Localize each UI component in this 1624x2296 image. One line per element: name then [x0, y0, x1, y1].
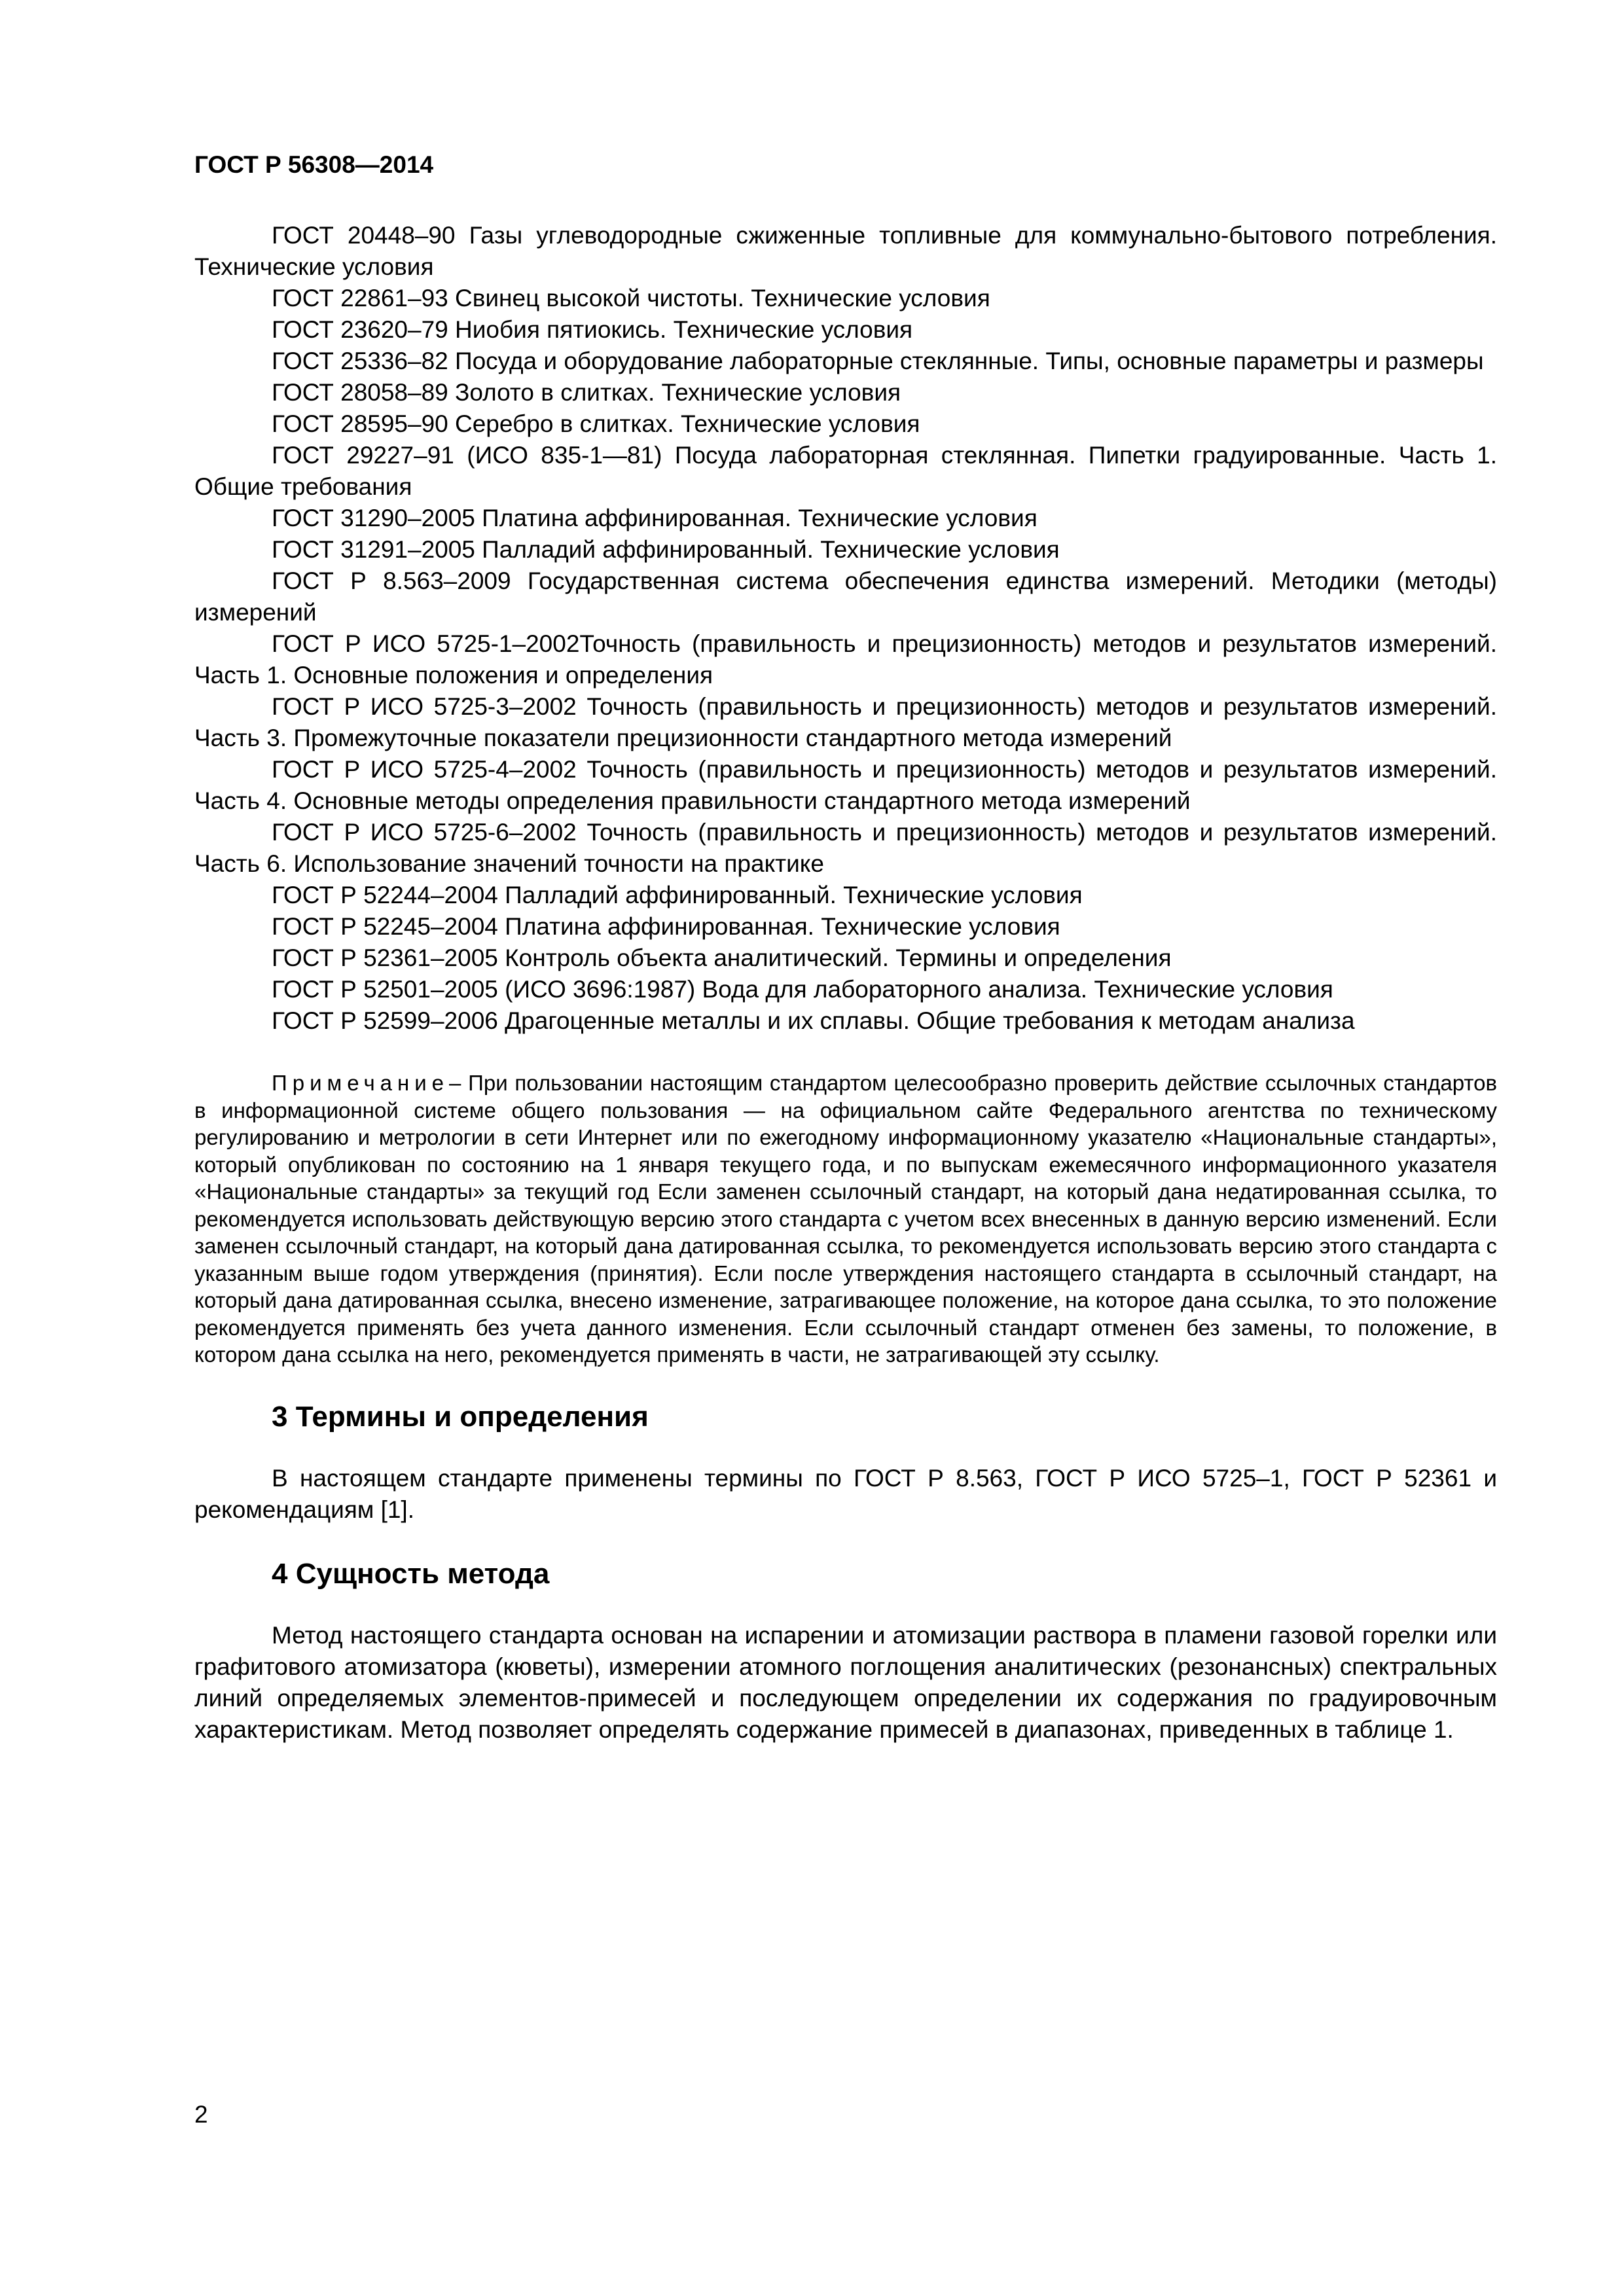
reference-item: ГОСТ Р ИСО 5725-4–2002 Точность (правильность и прецизионность) методов и результатов измерений. Часть 4. Основные методы определения правильности стандартного метода измерений [194, 756, 1497, 814]
reference-item: ГОСТ Р 52244–2004 Палладий аффинированный. Технические условия [272, 882, 1083, 908]
reference-item: ГОСТ Р 52361–2005 Контроль объекта аналитический. Термины и определения [272, 944, 1172, 971]
references-list [194, 220, 1497, 1037]
reference-item: ГОСТ 28595–90 Серебро в слитках. Технические условия [272, 410, 920, 437]
note-paragraph [194, 1069, 1497, 1369]
reference-item: ГОСТ Р 52501–2005 (ИСО 3696:1987) Вода для лабораторного анализа. Технические условия [272, 976, 1333, 1003]
reference-item: ГОСТ 25336–82 Посуда и оборудование лабораторные стеклянные. Типы, основные параметры и размеры [272, 348, 1484, 374]
document-header: ГОСТ Р 56308—2014 [194, 151, 434, 178]
reference-item: ГОСТ Р ИСО 5725-3–2002 Точность (правильность и прецизионность) методов и результатов измерений. Часть 3. Промежуточные показатели прецизионности стандартного метода измерений [194, 693, 1497, 751]
reference-item: ГОСТ 28058–89 Золото в слитках. Технические условия [272, 379, 901, 406]
reference-item: ГОСТ 20448–90 Газы углеводородные сжиженные топливные для коммунально-бытового потребления. Технические условия [194, 222, 1497, 280]
section-3-title: 3 Термины и определения [272, 1400, 649, 1433]
note-text: – При пользовании настоящим стандартом целесообразно проверить действие ссылочных стандартов в информационной системе общего пользования — на официальном сайте Федерального агентства по техническому регулированию и метрологии в сети Интернет или по ежегодному информационному указателю «Национальные стандарты», который опубликован по состоянию на 1 января текущего года, и по выпускам ежемесячного информационного указателя «Национальные стандарты» за текущий год Если заменен ссылочный стандарт, на который дана недатированная ссылка, то рекомендуется использовать действующую версию этого стандарта с учетом всех внесенных в данную версию изменений. Если заменен ссылочный стандарт, на который дана датированная ссылка, то рекомендуется использовать версию этого стандарта с указанным выше годом утверждения (принятия). Если после утверждения настоящего стандарта в ссылочный стандарт, на который дана датированная ссылка, внесено изменение, затрагивающее положение, на которое дана ссылка, то это положение рекомендуется применять без учета данного изменения. Если ссылочный стандарт отменен без замены, то положение, в котором дана ссылка на него, рекомендуется применять в части, не затрагивающей эту ссылку. [194, 1071, 1497, 1367]
section-4-text: Метод настоящего стандарта основан на испарении и атомизации раствора в пламени газовой горелки или графитового атомизатора (кюветы), измерении атомного поглощения аналитических (резонансных) спектральных линий определяемых элементов-примесей и последующем определении их содержания по градуировочным характеристикам. Метод позволяет определять содержание примесей в диапазонах, приведенных в таблице 1. [194, 1621, 1497, 1743]
reference-item: ГОСТ Р ИСО 5725-1–2002Точность (правильность и прецизионность) методов и результатов измерений. Часть 1. Основные положения и определения [194, 630, 1497, 689]
reference-item: ГОСТ Р 52599–2006 Драгоценные металлы и их сплавы. Общие требования к методам анализа [272, 1007, 1355, 1034]
reference-item: ГОСТ 22861–93 Свинец высокой чистоты. Технические условия [272, 285, 990, 312]
section-4-title: 4 Сущность метода [272, 1557, 550, 1590]
page-number: 2 [194, 2101, 208, 2128]
note-label: Примечание [272, 1071, 450, 1095]
reference-item: ГОСТ Р ИСО 5725-6–2002 Точность (правильность и прецизионность) методов и результатов измерений. Часть 6. Использование значений точности на практике [194, 819, 1497, 877]
reference-item: ГОСТ 23620–79 Ниобия пятиокись. Технические условия [272, 316, 913, 343]
reference-item: ГОСТ Р 8.563–2009 Государственная система обеспечения единства измерений. Методики (методы) измерений [194, 567, 1497, 626]
reference-item: ГОСТ 29227–91 (ИСО 835-1—81) Посуда лабораторная стеклянная. Пипетки градуированные. Часть 1. Общие требования [194, 442, 1497, 500]
reference-item: ГОСТ 31290–2005 Платина аффинированная. Технические условия [272, 505, 1038, 531]
page-content [194, 149, 1497, 1746]
section-3-text: В настоящем стандарте применены термины по ГОСТ Р 8.563, ГОСТ Р ИСО 5725–1, ГОСТ Р 52361 и рекомендациям [1]. [194, 1464, 1497, 1523]
reference-item: ГОСТ 31291–2005 Палладий аффинированный. Технические условия [272, 536, 1060, 563]
reference-item: ГОСТ Р 52245–2004 Платина аффинированная. Технические условия [272, 913, 1060, 940]
